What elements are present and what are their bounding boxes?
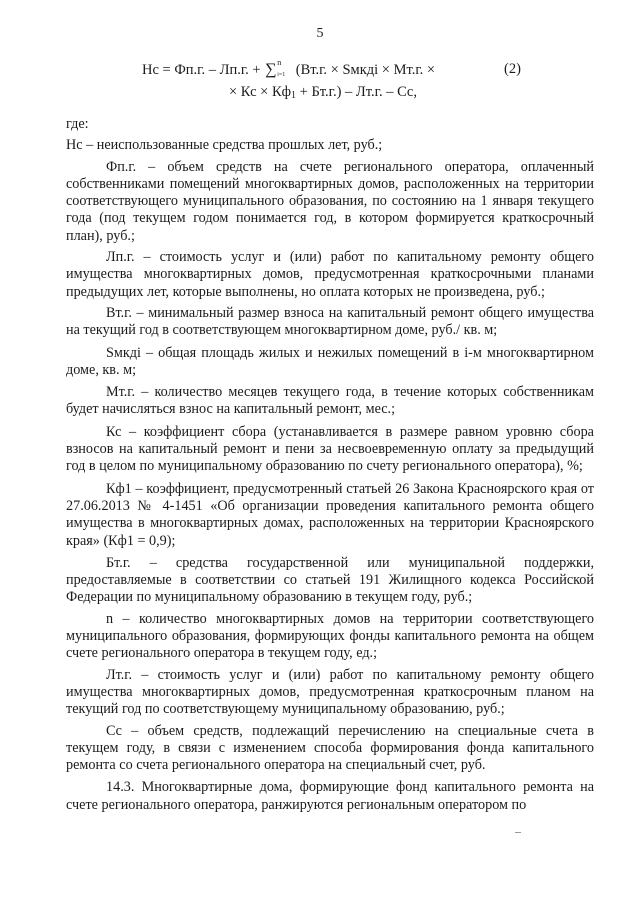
def-fpg: Фп.г. – объем средств на счете регионального оператора, оплаченный собственниками помещений многоквартирных домов, расположенных на территории соответствующего муниципального образования, по состоянию на 1 января текущего года (под текущем годом понимается год, в котором формируется краткосрочный план), руб.; [66,158,594,244]
def-cc: Сс – объем средств, подлежащий перечислению на специальные счета в текущем году, в связи с изменением способа формирования фонда капитального ремонта со счета регионального оператора на специальный счет, руб. [66,722,594,774]
sum-symbol: ∑ n i=1 [265,58,286,78]
scan-mark [515,832,521,833]
sum-upper-limit: n [277,58,282,67]
formula-line-1-right: (Вт.г. × Sмкдi × Мт.г. × [295,62,436,78]
def-kf1: Кф1 – коэффициент, предусмотренный статьей 26 Закона Красноярского края от 27.06.2013 № 4-1451 «Об организации проведения капитального ремонта общего имущества в многоквартирных домах, расположенных на территории Красноярского края» (Кф1 = 0,9); [66,480,594,549]
def-mtg: Мт.г. – количество месяцев текущего года, в течение которых собственникам будет начисляться взнос на капитальный ремонт, мес.; [66,384,594,418]
def-ltg: Лт.г. – стоимость услуг и (или) работ по капитальному ремонту общего имущества многоквартирных домов, предусмотренная краткосрочным планом на текущий год по соответствующему муниципальному образованию, руб.; [66,666,594,718]
def-nc: Нс – неиспользованные средства прошлых лет, руб.; [66,137,383,154]
formula-line-1-left: Нс = Фп.г. – Лп.г. + [142,62,261,78]
sum-lower-limit: i=1 [277,72,286,78]
section-14-3: 14.3. Многоквартирные дома, формирующие фонд капитального ремонта на счете регионального оператора, ранжируются региональным оператором по [66,779,594,813]
def-vtg: Вт.г. – минимальный размер взноса на капитальный ремонт общего имущества на текущий год в соответствующем многоквартирном доме, руб./ кв. м; [66,304,594,339]
def-kc: Кс – коэффициент сбора (устанавливается в размере равном уровню сбора взносов на капитальный ремонт и пени за несвоевременную оплату за предыдущий год в целом по муниципальному образованию по счету регионального оператора), %; [66,423,594,475]
page-number: 5 [316,26,324,41]
definitions-body [66,116,594,818]
formula-number: (2) [504,61,521,77]
where-label: где: [66,116,89,132]
def-btg: Бт.г. – средства государственной или муниципальной поддержки, предоставляемые в соответствии со статьей 191 Жилищного кодекса Российской Федерации по муниципальному образованию в текущем году, руб.; [66,554,594,606]
formula-line-1 [142,58,436,79]
formula-line-2: × Кс × Кф1 + Бт.г.) – Лт.г. – Сс, [229,84,417,101]
def-smkd: Sмкдi – общая площадь жилых и нежилых помещений в i-м многоквартирном доме, кв. м; [66,344,594,378]
def-n: n – количество многоквартирных домов на территории соответствующего муниципального образования, формирующих фонды капитального ремонта на общем счете регионального оператора в текущем году, ед.; [66,610,594,662]
def-lpg: Лп.г. – стоимость услуг и (или) работ по капитальному ремонту общего имущества многоквартирных домов, предусмотренная краткосрочными планами предыдущих лет, которые выполнены, но оплата которых не произведена, руб.; [66,249,594,300]
